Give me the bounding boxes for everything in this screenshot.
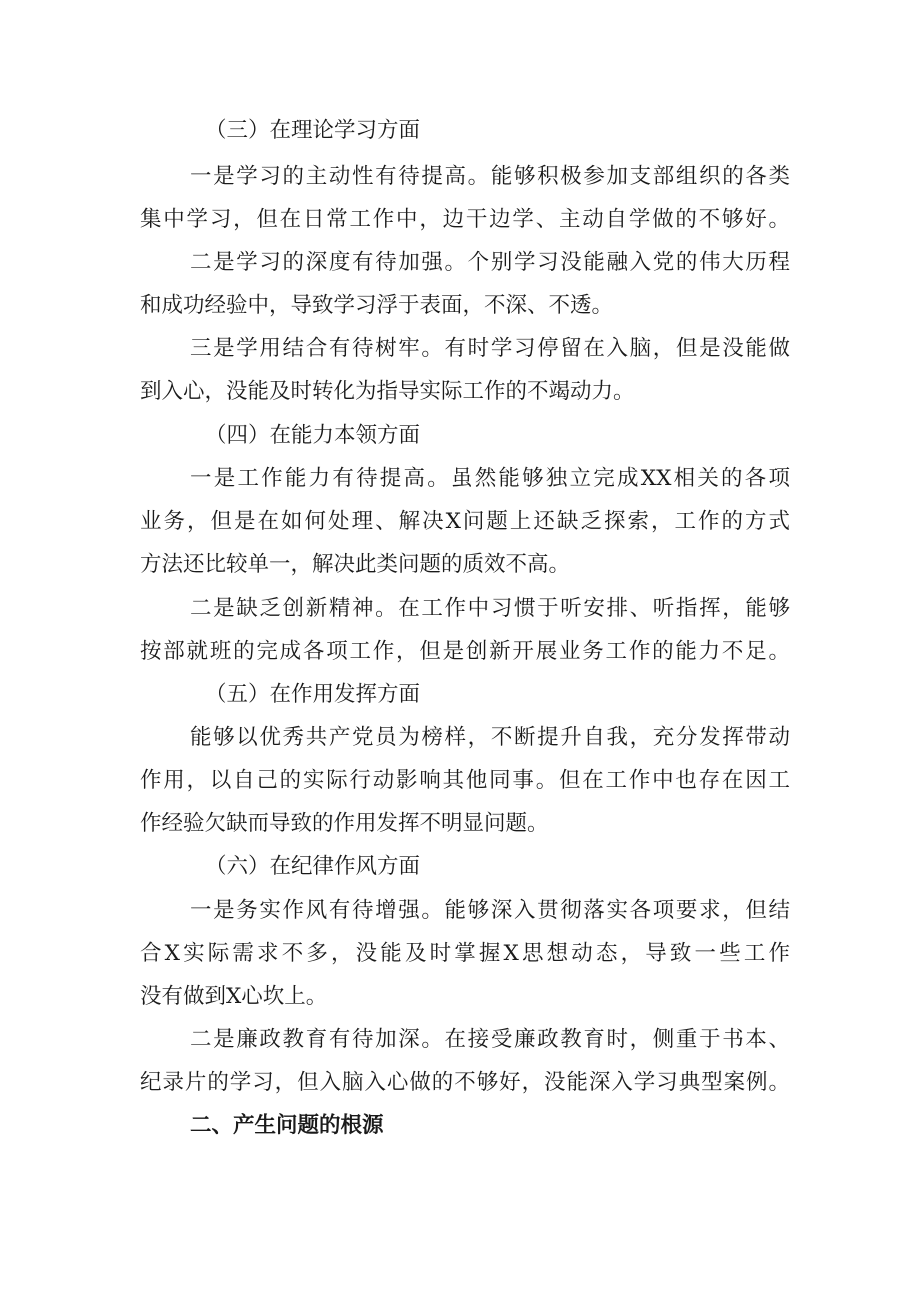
paragraph-line: 集中学习，但在日常工作中，边干边学、主动自学做的不够好。 (140, 207, 790, 232)
paragraph-line: 作用，以自己的实际行动影响其他同事。但在工作中也存在因工 (140, 768, 790, 793)
section-heading-role-play: （五）在作用发挥方面 (205, 682, 421, 707)
paragraph-line: 二是学习的深度有待加强。个别学习没能融入党的伟大历程 (190, 250, 790, 275)
paragraph-line: 到入心，没能及时转化为指导实际工作的不竭动力。 (140, 379, 635, 404)
paragraph-line: 方法还比较单一，解决此类问题的质效不高。 (140, 552, 571, 577)
paragraph-line: 作经验欠缺而导致的作用发挥不明显问题。 (140, 811, 549, 836)
paragraph-line: 按部就班的完成各项工作，但是创新开展业务工作的能力不足。 (140, 639, 790, 664)
paragraph-line: 一是学习的主动性有待提高。能够积极参加支部组织的各类 (190, 164, 790, 189)
paragraph-line: 能够以优秀共产党员为榜样，不断提升自我，充分发挥带动 (190, 725, 790, 750)
paragraph-line: 一是工作能力有待提高。虽然能够独立完成XX相关的各项 (190, 466, 790, 491)
section-heading-ability: （四）在能力本领方面 (205, 423, 421, 448)
paragraph-line: 和成功经验中，导致学习浮于表面，不深、不透。 (140, 293, 614, 318)
section-heading-theory-study: （三）在理论学习方面 (205, 118, 421, 143)
chapter-heading-root-causes: 二、产生问题的根源 (190, 1113, 384, 1138)
paragraph-line: 一是务实作风有待增强。能够深入贯彻落实各项要求，但结 (190, 898, 790, 923)
paragraph-line: 业务，但是在如何处理、解决X问题上还缺乏探索，工作的方式 (140, 509, 790, 534)
paragraph-line: 纪录片的学习，但入脑入心做的不够好，没能深入学习典型案例。 (140, 1070, 790, 1095)
paragraph-line: 合X实际需求不多，没能及时掌握X思想动态，导致一些工作 (140, 941, 790, 966)
paragraph-line: 二是廉政教育有待加深。在接受廉政教育时，侧重于书本、 (190, 1027, 790, 1052)
section-heading-discipline: （六）在纪律作风方面 (205, 854, 421, 879)
paragraph-line: 没有做到X心坎上。 (140, 984, 328, 1009)
paragraph-line: 三是学用结合有待树牢。有时学习停留在入脑，但是没能做 (190, 336, 790, 361)
paragraph-line: 二是缺乏创新精神。在工作中习惯于听安排、听指挥，能够 (190, 596, 790, 621)
